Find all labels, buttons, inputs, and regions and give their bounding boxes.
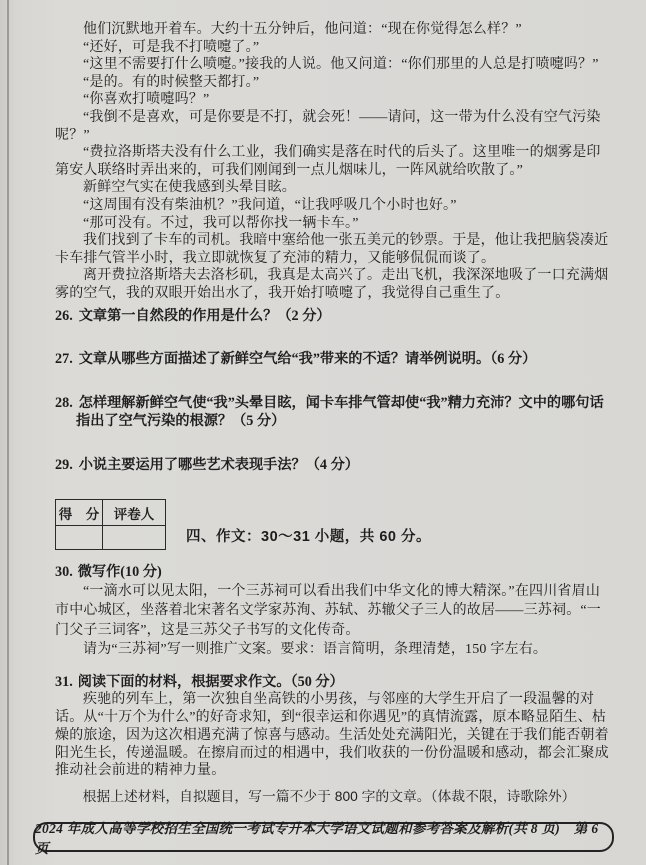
page-content	[55, 21, 612, 806]
score-value-cell	[56, 526, 103, 550]
score-label-cell: 得 分	[56, 500, 103, 526]
passage-paragraph: “我倒不是喜欢，可是你要是不打，就会死！——请问，这一带为什么没有空气污染呢？”	[55, 109, 601, 143]
question-text: 文章第一自然段的作用是什么？（2 分）	[78, 307, 331, 324]
grader-value-cell	[103, 526, 166, 550]
question-text: 小说主要运用了哪些艺术表现手法？（4 分）	[78, 456, 359, 473]
question	[55, 350, 612, 369]
composition-section-header	[55, 499, 612, 550]
passage-paragraph: “你喜欢打喷嚏吗？”	[83, 92, 210, 108]
question-text: 怎样理解新鲜空气使“我”头晕目眩，闻卡车排气管却使“我”精力充沛？文中的哪句话指出了空气污染的根源？（5 分）	[76, 394, 604, 430]
q30-paragraph: 请为“三苏祠”写一则推广文案。要求：语言简明，条理清楚，150 字左右。	[83, 642, 548, 658]
passage-paragraph: “费拉洛斯塔夫没有什么工业，我们确实是落在时代的后头了。这里唯一的烟雾是印第安人联络时弄出来的，可我们刚闻到一点儿烟味儿，一阵风就给吹散了。”	[55, 145, 601, 178]
passage-paragraph: “那可没有。不过，我可以帮你找一辆卡车。”	[83, 215, 359, 231]
reading-passage	[55, 21, 612, 303]
question-number: 31.	[55, 673, 73, 690]
passage-paragraph: 我们找到了卡车的司机。我暗中塞给他一张五美元的钞票。于是，他让我把脑袋凑近卡车排气管半小时，我立即就恢复了充沛的精力，又能够侃侃而谈了。	[55, 233, 609, 266]
question-number: 29.	[55, 456, 73, 473]
section-heading: 四、作文：30～31 小题，共 60 分。	[186, 529, 431, 546]
passage-paragraph: 新鲜空气实在使我感到头晕目眩。	[83, 180, 296, 196]
question-30	[55, 563, 612, 659]
question-title-text: 微写作(10 分)	[77, 564, 162, 581]
q30-paragraph: “一滴水可以见太阳，一个三苏祠可以看出我们中华文化的博大精深。”在四川省眉山市中心城区，坐落着北宋著名文学家苏洵、苏轼、苏辙父子三人的故居——三苏祠。“一门父子三词客”，这是三苏父子书写的文化传奇。	[55, 584, 602, 638]
question-text: 文章从哪些方面描述了新鲜空气给“我”带来的不适？请举例说明。（6 分）	[78, 351, 537, 368]
question-number: 27.	[55, 351, 73, 368]
question-31-body	[55, 691, 612, 780]
question-number: 28.	[55, 394, 73, 411]
question-30-title	[55, 563, 612, 582]
q31-paragraph: 疾驰的列车上，第一次独自坐高铁的小男孩，与邻座的大学生开启了一段温馨的对话。从“十万个为什么”的好奇求知，到“很幸运和你遇见”的真情流露，原本略显陌生、枯燥的旅途，因为这次相遇充满了惊喜与感动。生活处处充满阳光，关键在于我们能否朝着阳光生长，传递温暖。在擦肩而过的相遇中，我们收获的一份份温暖和感动，都会汇聚成推动社会前进的精神力量。	[55, 692, 609, 779]
passage-paragraph: 离开费拉洛斯塔夫去洛杉矶，我真是太高兴了。走出飞机，我深深地吸了一口充满烟雾的空气，我的双眼开始出水了，我开始打喷嚏了，我觉得自己重生了。	[55, 268, 609, 301]
reading-questions	[55, 307, 612, 475]
question-30-body	[55, 582, 612, 660]
question-31-title	[55, 673, 612, 692]
scan-fold-line	[7, 0, 9, 865]
q31-closing-instruction: 根据上述材料，自拟题目，写一篇不少于 800 字的文章。（体裁不限，诗歌除外）	[82, 789, 576, 805]
grader-label-cell: 评卷人	[103, 500, 166, 526]
question	[55, 394, 612, 431]
passage-paragraph: “这周围有没有柴油机？”我问道，“让我呼吸几个小时也好。”	[83, 197, 457, 213]
footer-text: 2024 年成人高等学校招生全国统一考试专升本大学语文试题和参考答案及解析(共 8 页) 第 6 页	[35, 821, 599, 856]
score-table	[55, 499, 166, 550]
question-title-text: 阅读下面的材料，根据要求作文。（50 分）	[77, 673, 344, 690]
question	[55, 307, 612, 326]
question-number: 30.	[55, 564, 73, 581]
question-31	[55, 673, 612, 807]
passage-paragraph: “还好，可是我不打喷嚏了。”	[83, 39, 260, 55]
passage-paragraph: “这里不需要打什么喷嚏。”接我的人说。他又问道：“你们那里的人总是打喷嚏吗？”	[83, 57, 599, 73]
question-number: 26.	[55, 307, 73, 324]
passage-paragraph: “是的。有的时候整天都打。”	[83, 74, 260, 90]
question	[55, 456, 612, 475]
passage-paragraph: 他们沉默地开着车。大约十五分钟后，他问道：“现在你觉得怎么样？”	[83, 22, 522, 37]
page-footer	[33, 821, 614, 856]
